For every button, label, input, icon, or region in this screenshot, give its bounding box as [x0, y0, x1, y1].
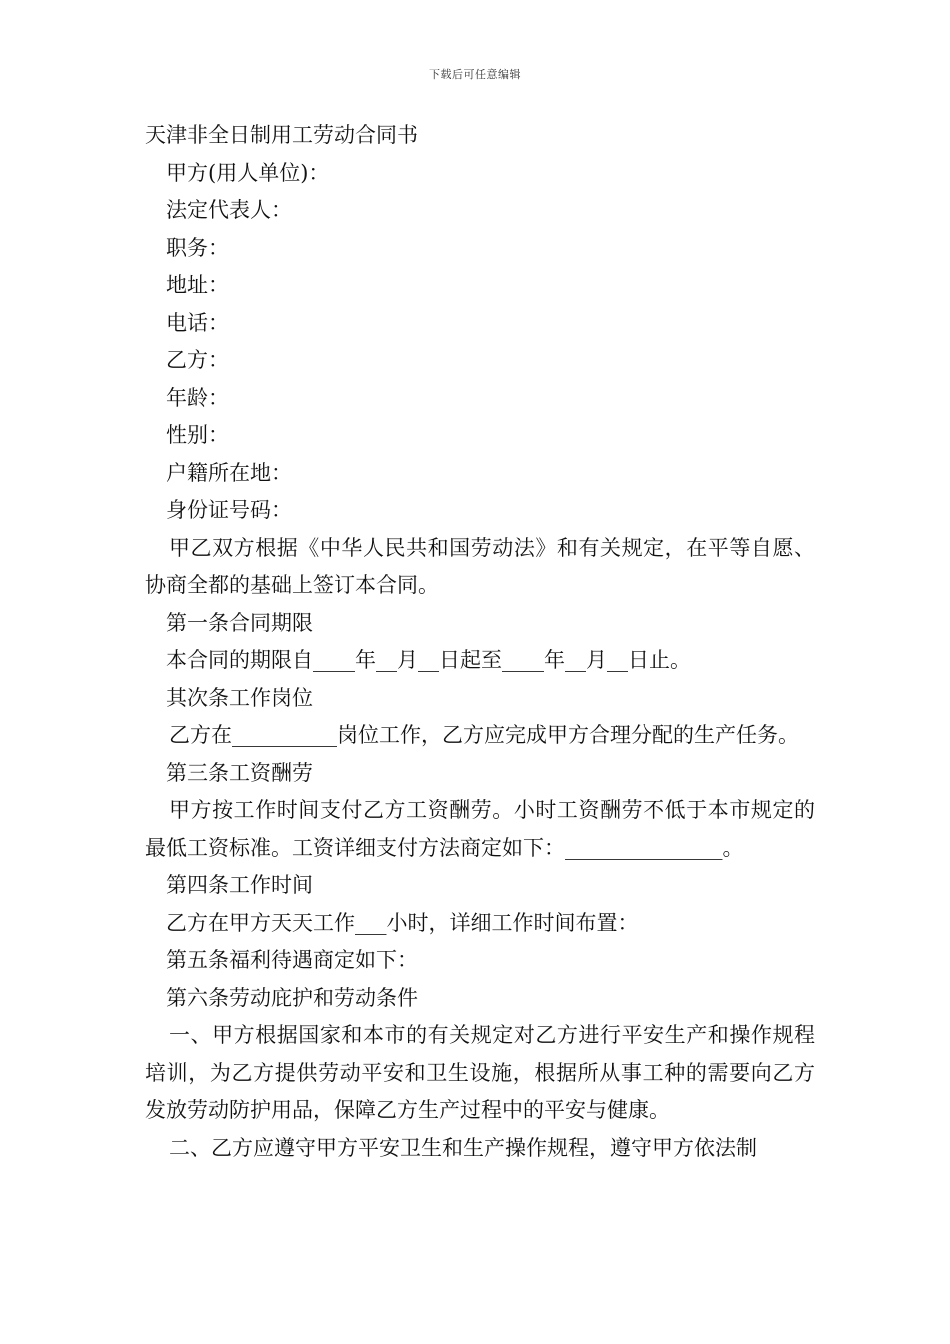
article-2-heading: 其次条工作岗位: [166, 685, 313, 710]
field-age: 年龄：: [166, 385, 229, 410]
field-position: 职务：: [166, 235, 229, 260]
article-6-item-1: 一、甲方根据国家和本市的有关规定对乙方进行平安生产和操作规程培训，为乙方提供劳动平安和卫生设施，根据所从事工种的需要向乙方发放劳动防护用品，保障乙方生产过程中的平安与健康。: [145, 1023, 815, 1122]
document-body: [145, 117, 815, 1167]
field-party-b: 乙方：: [166, 348, 229, 372]
article-4-text: 乙方在甲方天天工作___小时，详细工作时间布置：: [166, 910, 639, 935]
document-title: 天津非全日制用工劳动合同书: [145, 123, 418, 147]
field-party-a: 甲方(用人单位)：: [166, 160, 330, 185]
intro-paragraph: 甲乙双方根据《中华人民共和国劳动法》和有关规定，在平等自愿、协商全都的基础上签订本合同。: [145, 535, 815, 597]
article-4-heading: 第四条工作时间: [166, 873, 313, 897]
article-1-text: 本合同的期限自____年__月__日起至____年__月__日止。: [166, 648, 691, 672]
field-household-registration: 户籍所在地：: [166, 460, 292, 485]
article-1-heading: 第一条合同期限: [166, 610, 313, 635]
field-address: 地址：: [166, 273, 229, 297]
article-5-heading: 第五条福利待遇商定如下：: [166, 948, 418, 972]
article-3-text: 甲方按工作时间支付乙方工资酬劳。小时工资酬劳不低于本市规定的最低工资标准。工资详细支付方法商定如下：_______________。: [145, 798, 815, 860]
article-6-heading: 第六条劳动庇护和劳动条件: [166, 985, 418, 1010]
article-3-heading: 第三条工资酬劳: [166, 760, 313, 785]
field-id-number: 身份证号码：: [166, 498, 292, 522]
article-6-item-2: 二、乙方应遵守甲方平安卫生和生产操作规程，遵守甲方依法制: [169, 1135, 757, 1160]
field-gender: 性别：: [166, 423, 229, 447]
article-2-text: 乙方在__________岗位工作，乙方应完成甲方合理分配的生产任务。: [169, 723, 799, 747]
field-legal-representative: 法定代表人：: [166, 198, 292, 222]
page-header-note: 下载后可任意编辑: [429, 68, 521, 81]
field-phone: 电话：: [166, 310, 229, 335]
